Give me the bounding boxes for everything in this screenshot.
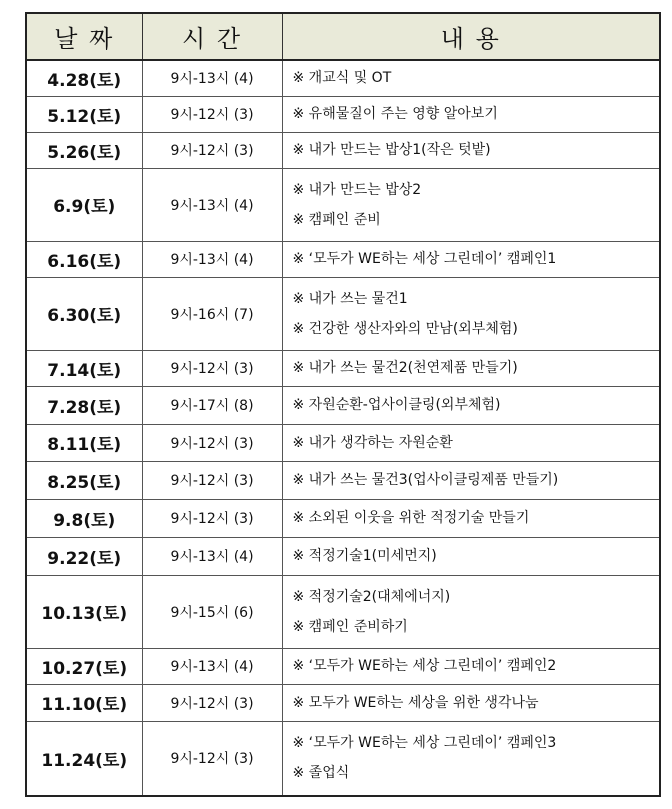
content-item: ※ 소외된 이웃을 위한 적정기술 만들기 [292,510,530,526]
schedule-table [25,12,661,797]
content-item: ※ 캠페인 준비 [292,211,381,228]
row-time: 9시-17시 (8) [142,386,282,424]
table-row [26,350,660,386]
table-row [26,648,660,684]
row-time: 9시-13시 (4) [142,537,282,575]
content-item: ※ 적정기술1(미세먼지) [292,548,437,564]
row-time: 9시-12시 (3) [142,350,282,386]
row-date: 11.10(토) [26,684,142,721]
row-time: 9시-12시 (3) [142,96,282,132]
content-item: ※ ‘모두가 WE하는 세상 그린데이’ 캠페인3 [292,735,557,752]
row-content [282,132,660,168]
row-date: 9.8(토) [26,499,142,537]
row-date: 7.14(토) [26,350,142,386]
row-date: 8.25(토) [26,461,142,499]
content-item: ※ 내가 쓰는 물건3(업사이클링제품 만들기) [292,472,559,488]
header-content: 내 용 [282,13,660,60]
header-date: 날 짜 [26,13,142,60]
row-date: 5.26(토) [26,132,142,168]
content-item: ※ 내가 만드는 밥상1(작은 텃밭) [292,142,491,158]
table-row [26,277,660,350]
row-time: 9시-12시 (3) [142,461,282,499]
row-content [282,461,660,499]
row-time: 9시-13시 (4) [142,60,282,96]
row-content [282,96,660,132]
content-item: ※ 자원순환-업사이클링(외부체험) [292,397,501,413]
row-content [282,424,660,461]
row-content [282,386,660,424]
table-row [26,537,660,575]
table-row [26,386,660,424]
content-item: ※ 유해물질이 주는 영향 알아보기 [292,106,498,122]
content-item: ※ 캠페인 준비하기 [292,618,408,635]
content-item: ※ 내가 쓰는 물건1 [292,290,408,307]
content-item: ※ 모두가 WE하는 세상을 위한 생각나눔 [292,694,539,711]
table-row [26,241,660,277]
row-date: 9.22(토) [26,537,142,575]
row-content [282,499,660,537]
row-time: 9시-15시 (6) [142,575,282,648]
content-item: ※ ‘모두가 WE하는 세상 그린데이’ 캠페인2 [292,658,557,674]
row-content [282,721,660,796]
row-content [282,537,660,575]
row-content [282,350,660,386]
row-date: 4.28(토) [26,60,142,96]
row-content [282,277,660,350]
row-date: 6.30(토) [26,277,142,350]
row-date: 8.11(토) [26,424,142,461]
table-row [26,499,660,537]
table-row [26,721,660,796]
row-time: 9시-12시 (3) [142,684,282,721]
header-time: 시 간 [142,13,282,60]
row-content [282,168,660,241]
table-row [26,684,660,721]
content-item: ※ 내가 쓰는 물건2(천연제품 만들기) [292,360,518,376]
row-time: 9시-16시 (7) [142,277,282,350]
table-row [26,461,660,499]
row-date: 6.16(토) [26,241,142,277]
row-date: 10.27(토) [26,648,142,684]
content-item: ※ ‘모두가 WE하는 세상 그린데이’ 캠페인1 [292,251,557,267]
row-time: 9시-13시 (4) [142,168,282,241]
row-date: 11.24(토) [26,721,142,796]
row-time: 9시-12시 (3) [142,132,282,168]
row-content [282,575,660,648]
row-time: 9시-12시 (3) [142,424,282,461]
content-item: ※ 내가 생각하는 자원순환 [292,434,453,451]
table-row [26,60,660,96]
table-row [26,575,660,648]
header-row [26,13,660,60]
row-date: 10.13(토) [26,575,142,648]
content-item: ※ 건강한 생산자와의 만남(외부체험) [292,320,518,337]
row-content [282,648,660,684]
row-time: 9시-13시 (4) [142,241,282,277]
row-time: 9시-12시 (3) [142,721,282,796]
content-item: ※ 개교식 및 OT [292,70,392,87]
schedule-body [26,60,660,796]
row-time: 9시-12시 (3) [142,499,282,537]
content-item: ※ 졸업식 [292,765,350,782]
table-row [26,96,660,132]
content-item: ※ 내가 만드는 밥상2 [292,181,422,198]
table-row [26,424,660,461]
row-time: 9시-13시 (4) [142,648,282,684]
content-item: ※ 적정기술2(대체에너지) [292,588,451,605]
table-row [26,132,660,168]
row-content [282,241,660,277]
row-date: 6.9(토) [26,168,142,241]
row-date: 7.28(토) [26,386,142,424]
row-content [282,60,660,96]
row-date: 5.12(토) [26,96,142,132]
row-content [282,684,660,721]
table-row [26,168,660,241]
